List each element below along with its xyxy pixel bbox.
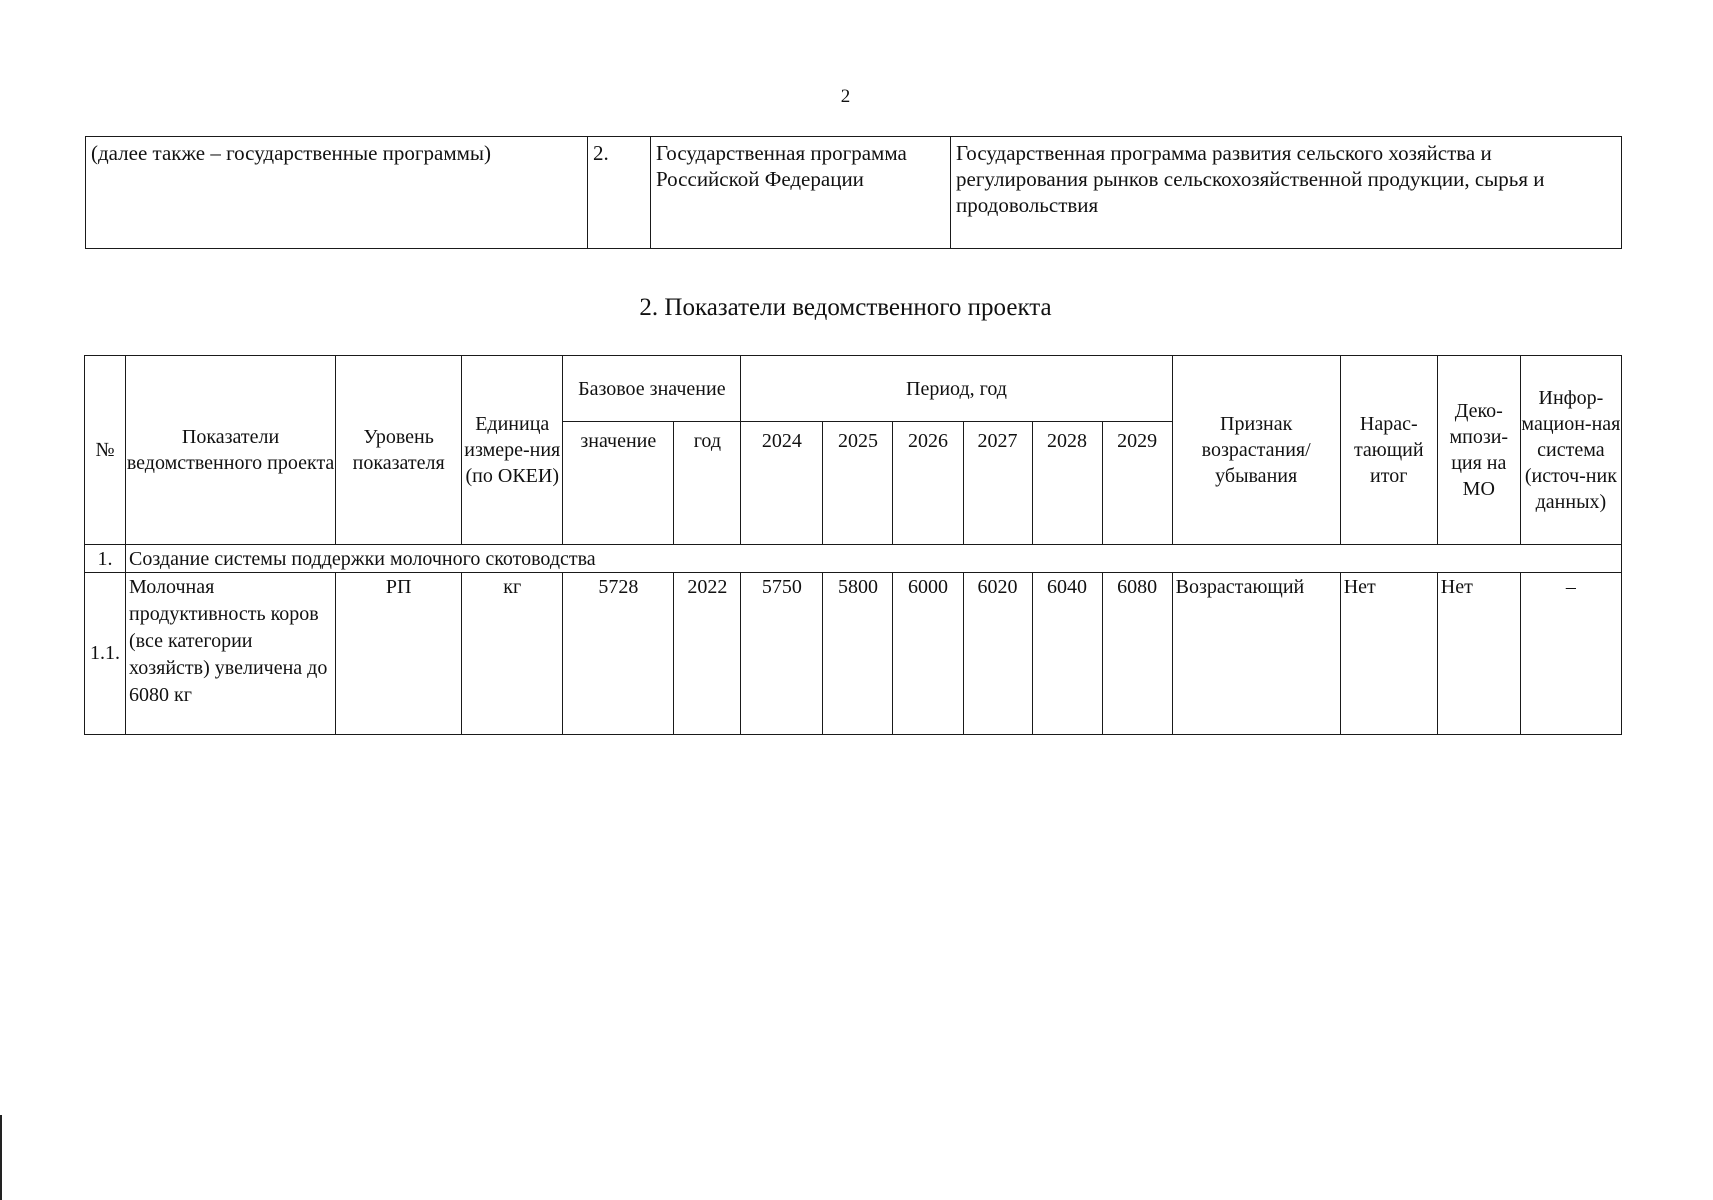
header-year: 2027 — [963, 422, 1032, 545]
header-year: 2026 — [893, 422, 963, 545]
section-number: 1. — [85, 545, 126, 573]
row-year-value: 6020 — [963, 573, 1032, 735]
header-year: 2025 — [823, 422, 893, 545]
header-year: 2028 — [1032, 422, 1102, 545]
section-row — [85, 545, 1622, 573]
header-indicators: Показатели ведомственного проекта — [126, 356, 336, 545]
header-decomposition: Деко-мпози-ция на МО — [1437, 356, 1520, 545]
section-title-cell: Создание системы поддержки молочного скотоводства — [126, 545, 1622, 573]
row-number: 1.1. — [85, 573, 126, 735]
program-number-cell: 2. — [588, 137, 651, 249]
header-no: № — [85, 356, 126, 545]
header-base: Базовое значение — [563, 356, 741, 422]
page-number: 2 — [840, 86, 851, 107]
program-type-cell: Государственная программа Российской Федерации — [651, 137, 951, 249]
program-name-cell: Государственная программа развития сельского хозяйства и регулирования рынков сельскохозяйственной продукции, сырья и продовольствия — [951, 137, 1622, 249]
header-trend: Признак возрастания/ убывания — [1172, 356, 1340, 545]
row-base-value: 5728 — [563, 573, 674, 735]
program-table — [85, 136, 1622, 249]
header-cumulative: Нарас-тающий итог — [1340, 356, 1437, 545]
program-label-cell: (далее также – государственные программы) — [86, 137, 588, 249]
table-row — [85, 573, 1622, 735]
header-base-year: год — [674, 422, 741, 545]
row-unit: кг — [462, 573, 563, 735]
row-year-value: 5750 — [741, 573, 823, 735]
header-period: Период, год — [741, 356, 1172, 422]
scan-edge-line — [0, 1115, 2, 1200]
section-title: 2. Показатели ведомственного проекта — [639, 294, 1052, 321]
row-decomposition: Нет — [1437, 573, 1520, 735]
row-year-value: 6000 — [893, 573, 963, 735]
header-info-system: Инфор-мацион-ная система (источ-ник данных) — [1520, 356, 1621, 545]
header-row-1 — [85, 356, 1622, 422]
row-year-value: 5800 — [823, 573, 893, 735]
row-cumulative: Нет — [1340, 573, 1437, 735]
header-year: 2029 — [1102, 422, 1172, 545]
header-year: 2024 — [741, 422, 823, 545]
row-year-value: 6040 — [1032, 573, 1102, 735]
header-unit: Единица измере-ния (по ОКЕИ) — [462, 356, 563, 545]
header-base-value: значение — [563, 422, 674, 545]
program-row — [86, 137, 1622, 249]
row-trend: Возрастающий — [1172, 573, 1340, 735]
row-indicator: Молочная продуктивность коров (все категории хозяйств) увеличена до 6080 кг — [126, 573, 336, 735]
row-base-year: 2022 — [674, 573, 741, 735]
row-info-system: – — [1520, 573, 1621, 735]
row-year-value: 6080 — [1102, 573, 1172, 735]
header-level: Уровень показателя — [336, 356, 462, 545]
row-level: РП — [336, 573, 462, 735]
indicators-table — [84, 355, 1622, 735]
